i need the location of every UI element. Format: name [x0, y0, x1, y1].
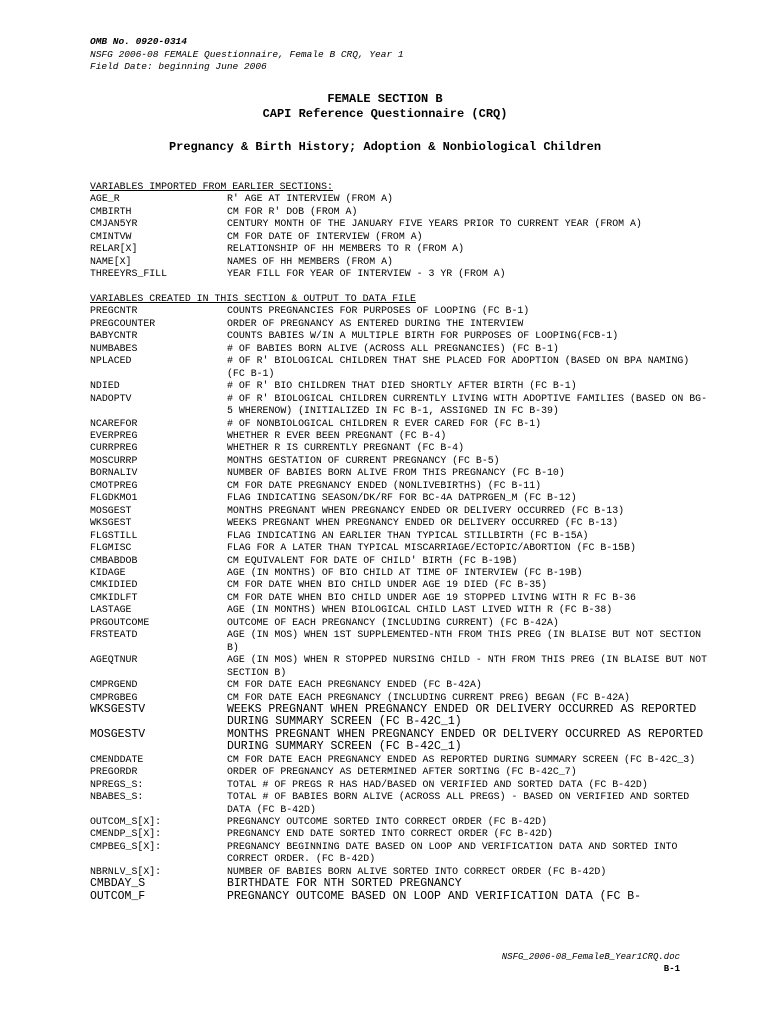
variable-row	[90, 891, 710, 903]
variable-description: NUMBER OF BABIES BORN ALIVE FROM THIS PREGNANCY (FC B-10)	[227, 467, 565, 479]
variable-row	[90, 305, 710, 317]
variable-row	[90, 467, 710, 479]
variable-name: BORNALIV	[90, 467, 138, 479]
variable-row	[90, 268, 710, 280]
variable-name: NPREGS_S:	[90, 778, 144, 790]
variable-description: PREGNANCY BEGINNING DATE BASED ON LOOP AND VERIFICATION DATA AND SORTED INTO CORRECT ORDER. (FC B-42D)	[227, 840, 678, 865]
questionnaire-line: NSFG 2006-08 FEMALE Questionnaire, Female B CRQ, Year 1	[90, 48, 404, 60]
variable-description: CM FOR DATE WHEN BIO CHILD UNDER AGE 19 STOPPED LIVING WITH R FC B-36	[227, 591, 636, 603]
variable-description: # OF R' BIOLOGICAL CHILDREN THAT SHE PLACED FOR ADOPTION (BASED ON BPA NAMING) (FC B-1)	[227, 355, 690, 379]
variable-row	[90, 567, 710, 579]
variable-description: CM FOR DATE OF INTERVIEW (FROM A)	[227, 230, 423, 242]
variable-description: NUMBER OF BABIES BORN ALIVE SORTED INTO CORRECT ORDER (FC B-42D)	[227, 865, 607, 877]
page-number: B-1	[663, 963, 680, 974]
variable-name: BABYCNTR	[90, 330, 138, 342]
variable-name: CMOTPREG	[90, 479, 138, 491]
field-date-line: Field Date: beginning June 2006	[90, 61, 267, 72]
variable-row	[90, 766, 710, 778]
variable-description: WHETHER R IS CURRENTLY PREGNANT (FC B-4)	[227, 442, 465, 454]
variable-row	[90, 579, 710, 591]
variable-row	[90, 729, 710, 754]
variable-description: OUTCOME OF EACH PREGNANCY (INCLUDING CURRENT) (FC B-42A)	[227, 616, 559, 628]
variable-row	[90, 455, 710, 467]
variable-description: WEEKS PREGNANT WHEN PREGNANCY ENDED OR DELIVERY OCCURRED AS REPORTED DURING SUMMARY SCREEN (FC B-42C_1)	[227, 702, 697, 729]
variable-description: AGE (IN MONTHS) OF BIO CHILD AT TIME OF INTERVIEW (FC B-19B)	[227, 566, 583, 578]
variable-description: CM FOR DATE EACH PREGNANCY (INCLUDING CURRENT PREG) BEGAN (FC B-42A)	[227, 691, 630, 703]
variable-description: MONTHS GESTATION OF CURRENT PREGNANCY (FC B-5)	[227, 454, 500, 466]
variable-name: KIDAGE	[90, 566, 126, 578]
variable-name: NUMBABES	[90, 342, 138, 354]
variable-name: CMKIDLFT	[90, 591, 138, 603]
variable-row	[90, 754, 710, 766]
variable-name: LASTAGE	[90, 604, 132, 616]
variable-row	[90, 492, 710, 504]
variable-row	[90, 592, 710, 604]
variable-name: FLGSTILL	[90, 529, 138, 541]
variable-name: NBRNLV_S[X]:	[90, 865, 162, 877]
variable-row	[90, 505, 710, 517]
variable-name: CMPRGBEG	[90, 691, 138, 703]
variable-description: WHETHER R EVER BEEN PREGNANT (FC B-4)	[227, 429, 447, 441]
variable-row	[90, 828, 710, 840]
variable-name: MOSGEST	[90, 504, 132, 516]
variable-name: CMBABDOB	[90, 554, 138, 566]
variable-row	[90, 206, 710, 218]
variable-description: R' AGE AT INTERVIEW (FROM A)	[227, 193, 393, 205]
variable-name: NPLACED	[90, 355, 132, 367]
variable-name: PREGORDR	[90, 766, 138, 778]
variable-description: YEAR FILL FOR YEAR OF INTERVIEW - 3 YR (FROM A)	[227, 268, 506, 280]
imported-variables-list	[90, 193, 710, 280]
variable-name: PRGOUTCOME	[90, 616, 150, 628]
variable-row	[90, 617, 710, 629]
variable-description: TOTAL # OF PREGS R HAS HAD/BASED ON VERIFIED AND SORTED DATA (FC B-42D)	[227, 778, 648, 790]
imported-variables-section	[90, 181, 710, 281]
variable-row	[90, 816, 710, 828]
variable-name: NCAREFOR	[90, 417, 138, 429]
variable-description: COUNTS PREGNANCIES FOR PURPOSES OF LOOPING (FC B-1)	[227, 305, 530, 317]
variable-description: CM FOR DATE WHEN BIO CHILD UNDER AGE 19 DIED (FC B-35)	[227, 579, 548, 591]
variable-row	[90, 355, 710, 380]
variable-row	[90, 193, 710, 205]
variable-row	[90, 243, 710, 255]
variable-name: AGEQTNUR	[90, 654, 138, 666]
variable-row	[90, 629, 710, 654]
variable-description: NAMES OF HH MEMBERS (FROM A)	[227, 255, 393, 267]
variable-description: # OF BABIES BORN ALIVE (ACROSS ALL PREGNANCIES) (FC B-1)	[227, 342, 559, 354]
variable-name: PREGCOUNTER	[90, 317, 156, 329]
variable-row	[90, 380, 710, 392]
variable-name: RELAR[X]	[90, 243, 138, 255]
variable-row	[90, 779, 710, 791]
variable-description: FLAG FOR A LATER THAN TYPICAL MISCARRIAGE/ECTOPIC/ABORTION (FC B-15B)	[227, 542, 636, 554]
variable-row	[90, 791, 710, 816]
variable-description: AGE (IN MONTHS) WHEN BIOLOGICAL CHILD LAST LIVED WITH R (FC B-38)	[227, 604, 613, 616]
variable-name: CMKIDIED	[90, 579, 138, 591]
variable-row	[90, 442, 710, 454]
variable-row	[90, 218, 710, 230]
variable-name: CMPBEG_S[X]:	[90, 840, 162, 852]
document-header	[90, 36, 404, 74]
variable-description: COUNTS BABIES W/IN A MULTIPLE BIRTH FOR PURPOSES OF LOOPING(FCB-1)	[227, 330, 619, 342]
variable-name: NBABES_S:	[90, 791, 144, 803]
variable-description: CM FOR DATE EACH PREGNANCY ENDED (FC B-42A)	[227, 679, 482, 691]
variable-name: EVERPREG	[90, 429, 138, 441]
variable-row	[90, 256, 710, 268]
variable-row	[90, 679, 710, 691]
variable-description: MONTHS PREGNANT WHEN PREGNANCY ENDED OR DELIVERY OCCURRED (FC B-13)	[227, 504, 625, 516]
variable-row	[90, 430, 710, 442]
variable-name: CMENDP_S[X]:	[90, 828, 162, 840]
variable-name: OUTCOM_S[X]:	[90, 816, 162, 828]
variable-description: MONTHS PREGNANT WHEN PREGNANCY ENDED OR DELIVERY OCCURRED AS REPORTED DURING SUMMARY SCREEN (FC B-42C_1)	[227, 727, 704, 754]
variable-name: CURRPREG	[90, 442, 138, 454]
variable-description: AGE (IN MOS) WHEN 1ST SUPPLEMENTED-NTH FROM THIS PREG (IN BLAISE BUT NOT SECTION B)	[227, 629, 702, 653]
variable-name: CMINTVW	[90, 230, 132, 242]
variable-name: FLGMISC	[90, 542, 132, 554]
variable-row	[90, 654, 710, 679]
footer-filename: NSFG_2006-08_FemaleB_Year1CRQ.doc	[501, 952, 680, 962]
variable-name: AGE_R	[90, 193, 120, 205]
variable-description: CENTURY MONTH OF THE JANUARY FIVE YEARS PRIOR TO CURRENT YEAR (FROM A)	[227, 218, 642, 230]
variable-description: PREGNANCY END DATE SORTED INTO CORRECT ORDER (FC B-42D)	[227, 828, 553, 840]
variable-description: # OF R' BIO CHILDREN THAT DIED SHORTLY AFTER BIRTH (FC B-1)	[227, 380, 577, 392]
variable-name: FRSTEATD	[90, 629, 138, 641]
variable-description: ORDER OF PREGNANCY AS ENTERED DURING THE INTERVIEW	[227, 317, 524, 329]
variable-description: TOTAL # OF BABIES BORN ALIVE (ACROSS ALL PREGS) - BASED ON VERIFIED AND SORTED DATA (FC B-42D)	[227, 791, 690, 815]
variable-name: CMJAN5YR	[90, 218, 138, 230]
variable-description: WEEKS PREGNANT WHEN PREGNANCY ENDED OR DELIVERY OCCURRED (FC B-13)	[227, 517, 619, 529]
variable-description: FLAG INDICATING AN EARLIER THAN TYPICAL STILLBIRTH (FC B-15A)	[227, 529, 589, 541]
variable-description: PREGNANCY OUTCOME SORTED INTO CORRECT ORDER (FC B-42D)	[227, 816, 548, 828]
variable-name: NADOPTV	[90, 392, 132, 404]
variable-description: CM FOR R' DOB (FROM A)	[227, 205, 358, 217]
variable-description: RELATIONSHIP OF HH MEMBERS TO R (FROM A)	[227, 243, 465, 255]
variable-name: OUTCOM_F	[90, 889, 146, 903]
variable-row	[90, 517, 710, 529]
questionnaire-title: CAPI Reference Questionnaire (CRQ)	[262, 107, 508, 121]
variable-row	[90, 418, 710, 430]
variable-name: FLGDKMO1	[90, 492, 138, 504]
variable-row	[90, 343, 710, 355]
section-subtitle: Pregnancy & Birth History; Adoption & Nonbiological Children	[168, 140, 602, 154]
variable-description: PREGNANCY OUTCOME BASED ON LOOP AND VERIFICATION DATA (FC B-	[227, 889, 642, 903]
variable-description: # OF NONBIOLOGICAL CHILDREN R EVER CARED FOR (FC B-1)	[227, 417, 542, 429]
variable-description: FLAG INDICATING SEASON/DK/RF FOR BC-4A DATPRGEN_M (FC B-12)	[227, 492, 577, 504]
variable-description: CM EQUIVALENT FOR DATE OF CHILD' BIRTH (FC B-19B)	[227, 554, 518, 566]
variable-row	[90, 231, 710, 243]
imported-variables-heading: VARIABLES IMPORTED FROM EARLIER SECTIONS:	[90, 181, 333, 192]
variable-description: ORDER OF PREGNANCY AS DETERMINED AFTER SORTING (FC B-42C_7)	[227, 766, 577, 778]
variable-name: PREGCNTR	[90, 305, 138, 317]
variable-description: BIRTHDATE FOR NTH SORTED PREGNANCY	[227, 877, 462, 891]
variable-name: NAME[X]	[90, 255, 132, 267]
variable-row	[90, 330, 710, 342]
variable-name: THREEYRS_FILL	[90, 268, 168, 280]
variable-row	[90, 480, 710, 492]
variable-description: CM FOR DATE PREGNANCY ENDED (NONLIVEBIRTHS) (FC B-11)	[227, 479, 542, 491]
created-variables-list	[90, 305, 710, 903]
variable-name: MOSGESTV	[90, 727, 146, 741]
variable-name: WKSGEST	[90, 517, 132, 529]
variable-name: NDIED	[90, 380, 120, 392]
variable-row	[90, 393, 710, 418]
created-variables-section	[90, 293, 710, 903]
variable-name: CMPRGEND	[90, 679, 138, 691]
variable-row	[90, 555, 710, 567]
variable-name: CMENDDATE	[90, 753, 144, 765]
variable-name: MOSCURRP	[90, 454, 138, 466]
variable-row	[90, 542, 710, 554]
section-title: FEMALE SECTION B	[327, 92, 443, 106]
page-footer	[502, 952, 680, 975]
variable-description: AGE (IN MOS) WHEN R STOPPED NURSING CHILD - NTH FROM THIS PREG (IN BLAISE BUT NOT SECTION B)	[227, 654, 708, 678]
variable-name: CMBDAY_S	[90, 877, 146, 891]
variable-description: CM FOR DATE EACH PREGNANCY ENDED AS REPORTED DURING SUMMARY SCREEN (FC B-42C_3)	[227, 753, 696, 765]
variable-row	[90, 318, 710, 330]
variable-row	[90, 530, 710, 542]
variable-name: WKSGESTV	[90, 702, 146, 716]
variable-row	[90, 704, 710, 729]
variable-row	[90, 841, 710, 866]
variable-name: CMBIRTH	[90, 205, 132, 217]
variable-description: # OF R' BIOLOGICAL CHILDREN CURRENTLY LIVING WITH ADOPTIVE FAMILIES (BASED ON BG-5 WHERENOW) (INITIALIZED IN FC B-1, ASSIGNED IN FC B-39)	[227, 392, 708, 417]
variable-row	[90, 604, 710, 616]
omb-number: OMB No. 0920-0314	[90, 36, 187, 47]
variable-row	[90, 878, 710, 890]
created-variables-heading: VARIABLES CREATED IN THIS SECTION & OUTPUT TO DATA FILE	[90, 293, 416, 304]
